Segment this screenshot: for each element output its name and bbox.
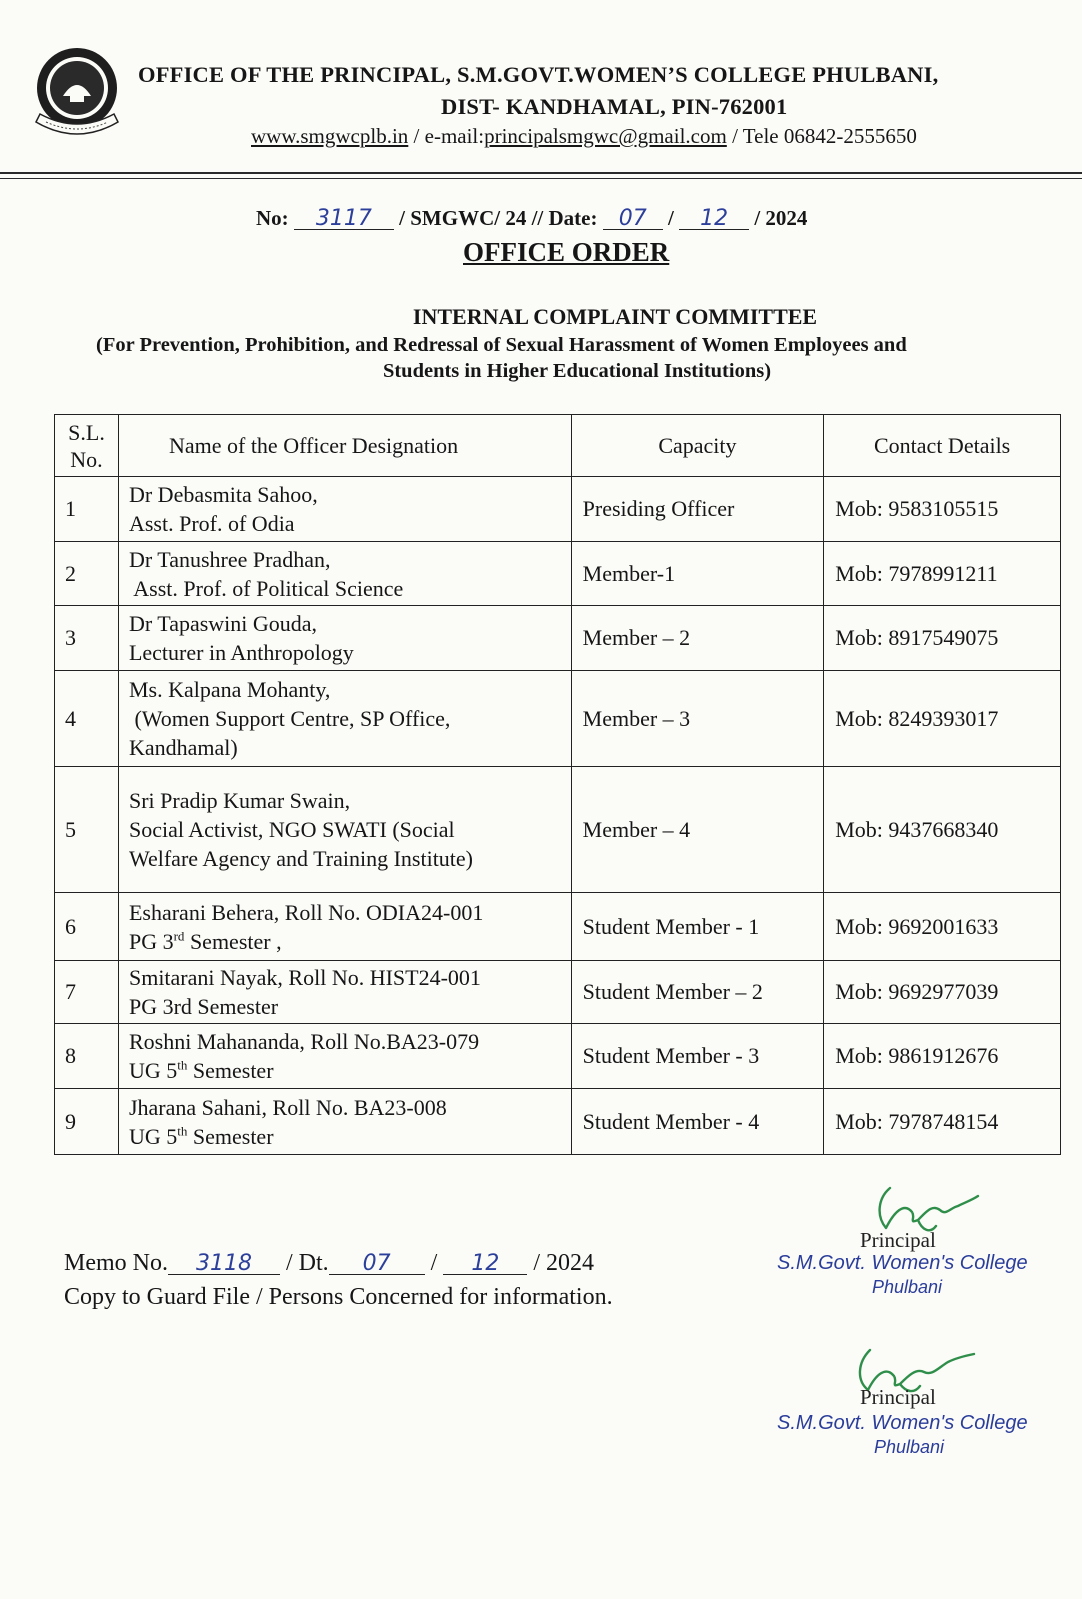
email-link[interactable]: principalsmgwc@gmail.com xyxy=(484,124,727,148)
committee-title: INTERNAL COMPLAINT COMMITTEE xyxy=(412,304,818,329)
row-sl: 4 xyxy=(55,671,119,767)
name-line: Smitarani Nayak, Roll No. HIST24-001 xyxy=(128,965,481,990)
semester-line: PG 3rd Semester , xyxy=(128,928,282,954)
tele-label: / Tele xyxy=(726,124,784,148)
designation-line: Social Activist, NGO SWATI (Social xyxy=(128,817,455,842)
row-contact: Mob: 8249393017 xyxy=(824,671,1061,767)
college-stamp-2: S.M.Govt. Women's College xyxy=(777,1412,1028,1434)
row-contact: Mob: 7978748154 xyxy=(824,1089,1061,1155)
row-contact: Mob: 8917549075 xyxy=(824,606,1061,671)
table-header-row xyxy=(55,415,1061,477)
memo-year: / 2024 xyxy=(533,1250,595,1276)
row-contact: Mob: 9692001633 xyxy=(824,893,1061,961)
row-sl: 3 xyxy=(55,606,119,671)
row-capacity: Member – 4 xyxy=(571,767,824,893)
memo-date-sep: / xyxy=(430,1250,438,1276)
name-line: Ms. Kalpana Mohanty, xyxy=(128,677,331,702)
committee-subtitle-line2: Students in Higher Educational Institutions) xyxy=(382,360,772,382)
row-sl: 9 xyxy=(55,1089,119,1155)
row-name xyxy=(118,542,571,606)
row-name xyxy=(118,893,571,961)
designation-line: Asst. Prof. of Odia xyxy=(128,511,295,536)
name-line: Esharani Behera, Roll No. ODIA24-001 xyxy=(128,899,484,925)
row-capacity: Member – 3 xyxy=(571,671,824,767)
memo-month-handwritten: 12 xyxy=(443,1254,527,1275)
office-order-title: OFFICE ORDER xyxy=(463,237,670,267)
row-name xyxy=(118,606,571,671)
college-place-2: Phulbani xyxy=(874,1437,945,1457)
phone-number: 06842-2555650 xyxy=(783,124,917,148)
semester-line: UG 5th Semester xyxy=(128,1057,274,1083)
order-no-handwritten: 3117 xyxy=(294,209,394,230)
row-sl: 2 xyxy=(55,542,119,606)
header-title-line2: DIST- KANDHAMAL, PIN-762001 xyxy=(441,94,788,119)
row-capacity: Student Member - 4 xyxy=(571,1089,824,1155)
table-row xyxy=(55,671,1061,767)
designation-line: (Women Support Centre, SP Office, xyxy=(128,706,451,731)
order-date-sep: / xyxy=(667,206,674,230)
semester-line: PG 3rd Semester xyxy=(128,994,279,1019)
principal-title-2: Principal xyxy=(860,1385,936,1409)
header-contact-line xyxy=(251,124,917,149)
header-contact: Contact Details xyxy=(824,415,1061,477)
order-ref: / SMGWC/ 24 // Date: xyxy=(399,206,598,230)
row-capacity: Presiding Officer xyxy=(571,477,824,542)
row-contact: Mob: 7978991211 xyxy=(824,542,1061,606)
designation-line: Welfare Agency and Training Institute) xyxy=(128,846,474,871)
order-day-handwritten: 07 xyxy=(603,209,663,230)
semester-line: UG 5th Semester xyxy=(128,1123,274,1149)
name-line: Dr Tapaswini Gouda, xyxy=(128,611,318,636)
memo-day-handwritten: 07 xyxy=(329,1254,425,1275)
table-row xyxy=(55,606,1061,671)
table-row xyxy=(55,1024,1061,1089)
name-line: Roshni Mahananda, Roll No.BA23-079 xyxy=(128,1029,480,1054)
row-contact: Mob: 9692977039 xyxy=(824,961,1061,1024)
name-line: Dr Tanushree Pradhan, xyxy=(128,546,331,572)
header-capacity: Capacity xyxy=(571,415,824,477)
committee-members-table xyxy=(54,414,1061,1155)
table-row xyxy=(55,542,1061,606)
row-contact: Mob: 9861912676 xyxy=(824,1024,1061,1089)
college-place-1: Phulbani xyxy=(872,1277,943,1297)
header-rule-thick xyxy=(0,172,1082,174)
row-name xyxy=(118,671,571,767)
college-stamp-1: S.M.Govt. Women's College xyxy=(777,1252,1028,1274)
memo-no-handwritten: 3118 xyxy=(168,1254,280,1275)
table-row xyxy=(55,477,1061,542)
row-sl: 8 xyxy=(55,1024,119,1089)
memo-number-line xyxy=(64,1250,594,1277)
committee-subtitle-line1: (For Prevention, Prohibition, and Redressal of Sexual Harassment of Women Employees and xyxy=(96,334,907,356)
table-row xyxy=(55,893,1061,961)
row-name xyxy=(118,1089,571,1155)
header-title-line1: OFFICE OF THE PRINCIPAL, S.M.GOVT.WOMEN’S COLLEGE PHULBANI, xyxy=(138,62,939,87)
row-capacity: Student Member – 2 xyxy=(571,961,824,1024)
table-row xyxy=(55,1089,1061,1155)
row-name xyxy=(118,477,571,542)
copy-to-line: Copy to Guard File / Persons Concerned for information. xyxy=(64,1284,613,1310)
table-row xyxy=(55,961,1061,1024)
row-sl: 7 xyxy=(55,961,119,1024)
row-name xyxy=(118,1024,571,1089)
name-line: Sri Pradip Kumar Swain, xyxy=(128,788,351,813)
designation-line: Asst. Prof. of Political Science xyxy=(128,575,404,601)
table-row xyxy=(55,767,1061,893)
designation-line: Lecturer in Anthropology xyxy=(128,640,354,665)
row-sl: 5 xyxy=(55,767,119,893)
header-sl-no: S.L. No. xyxy=(55,415,119,477)
memo-no-label: Memo No. xyxy=(64,1250,168,1276)
email-label: / e-mail: xyxy=(408,124,485,148)
memo-dt-label: / Dt. xyxy=(286,1250,329,1276)
designation-line: Kandhamal) xyxy=(128,735,238,760)
row-name xyxy=(118,767,571,893)
row-sl: 1 xyxy=(55,477,119,542)
row-contact: Mob: 9437668340 xyxy=(824,767,1061,893)
header-rule-thin xyxy=(0,178,1082,179)
website-link[interactable]: www.smgwcplb.in xyxy=(251,124,409,148)
principal-title-1: Principal xyxy=(860,1228,936,1252)
header-name-designation: Name of the Officer Designation xyxy=(118,415,571,477)
order-year: / 2024 xyxy=(754,206,808,230)
order-number-line xyxy=(256,206,807,231)
row-capacity: Member – 2 xyxy=(571,606,824,671)
row-name xyxy=(118,961,571,1024)
row-sl: 6 xyxy=(55,893,119,961)
name-line: Jharana Sahani, Roll No. BA23-008 xyxy=(128,1094,447,1120)
row-capacity: Student Member - 3 xyxy=(571,1024,824,1089)
row-capacity: Student Member - 1 xyxy=(571,893,824,961)
row-capacity: Member-1 xyxy=(571,542,824,606)
name-line: Dr Debasmita Sahoo, xyxy=(128,482,318,507)
order-month-handwritten: 12 xyxy=(679,209,749,230)
college-logo-seal xyxy=(30,44,124,142)
order-no-label: No: xyxy=(256,206,289,230)
row-contact: Mob: 9583105515 xyxy=(824,477,1061,542)
